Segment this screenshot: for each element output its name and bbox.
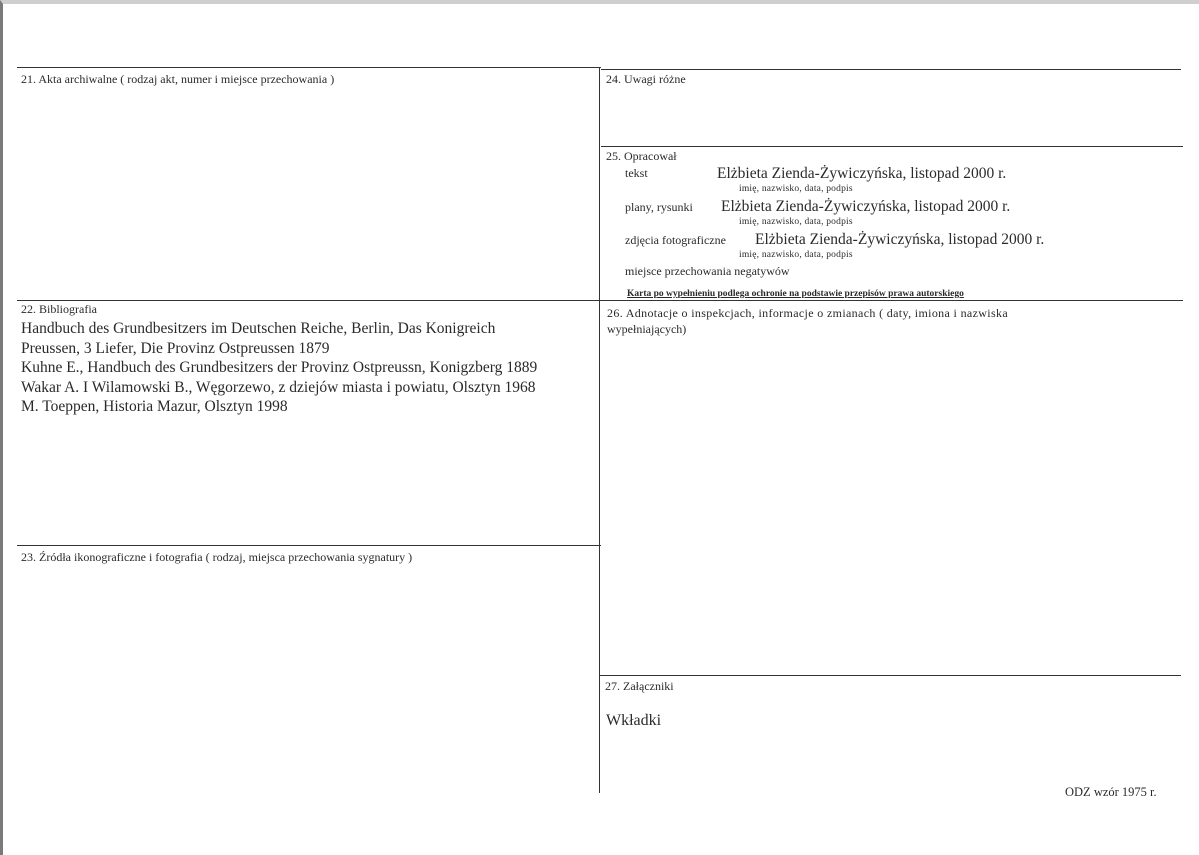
column-divider <box>599 67 600 793</box>
top-rule-left <box>17 67 601 68</box>
zdjecia-value: Elżbieta Zienda-Żywiczyńska, listopad 2000 r. <box>755 231 1045 248</box>
zdjecia-caption: imię, nazwisko, data, podpis <box>739 250 853 260</box>
tekst-value: Elżbieta Zienda-Żywiczyńska, listopad 2000 r. <box>717 165 1007 182</box>
zdjecia-label: zdjęcia fotograficzne <box>625 233 726 247</box>
field-22-label: 22. Bibliografia <box>21 302 97 316</box>
top-rule-right <box>601 69 1181 70</box>
tekst-label: tekst <box>625 166 648 180</box>
plany-label: plany, rysunki <box>625 200 693 214</box>
plany-caption: imię, nazwisko, data, podpis <box>739 217 853 227</box>
field-27-value: Wkładki <box>606 712 662 729</box>
form-model-footer: ODZ wzór 1975 r. <box>1065 785 1157 799</box>
field-25-label: 25. Opracował <box>606 149 677 163</box>
bibliography-line-4: Wakar A. I Wilamowski B., Węgorzewo, z dziejów miasta i powiatu, Olsztyn 1968 <box>21 378 536 396</box>
bibliography-line-3: Kuhne E., Handbuch des Grundbesitzers der Provinz Ostpreussn, Konigzberg 1889 <box>21 359 538 376</box>
field-27-label: 27. Załączniki <box>605 679 674 693</box>
bibliography-line-1: Handbuch des Grundbesitzers im Deutschen Reiche, Berlin, Das Konigreich <box>21 320 496 337</box>
field-24-label: 24. Uwagi różne <box>606 72 686 86</box>
bibliography-line-2: Preussen, 3 Liefer, Die Provinz Ostpreussen 1879 <box>21 339 330 357</box>
field-26-label-line-2: wypełniających) <box>607 322 687 336</box>
rule-25 <box>601 146 1183 147</box>
bibliography-line-5: M. Toeppen, Historia Mazur, Olsztyn 1998 <box>21 398 288 415</box>
field-23-label: 23. Źródła ikonograficzne i fotografia ( rodzaj, miejsca przechowania sygnatury ) <box>21 550 413 564</box>
miejsce-label: miejsce przechowania negatywów <box>625 264 790 278</box>
plany-value: Elżbieta Zienda-Żywiczyńska, listopad 2000 r. <box>721 198 1011 215</box>
rule-22-26 <box>17 300 1183 301</box>
tekst-caption: imię, nazwisko, data, podpis <box>739 184 853 194</box>
field-21-label: 21. Akta archiwalne ( rodzaj akt, numer i miejsce przechowania ) <box>21 72 335 86</box>
field-26-label-line-1: 26. Adnotacje o inspekcjach, informacje o zmianach ( daty, imiona i nazwiska <box>607 306 1009 320</box>
rule-27 <box>599 675 1181 676</box>
rule-23 <box>17 545 601 546</box>
copyright-notice: Karta po wypełnieniu podlega ochronie na podstawie przepisów prawa autorskiego <box>627 289 964 299</box>
